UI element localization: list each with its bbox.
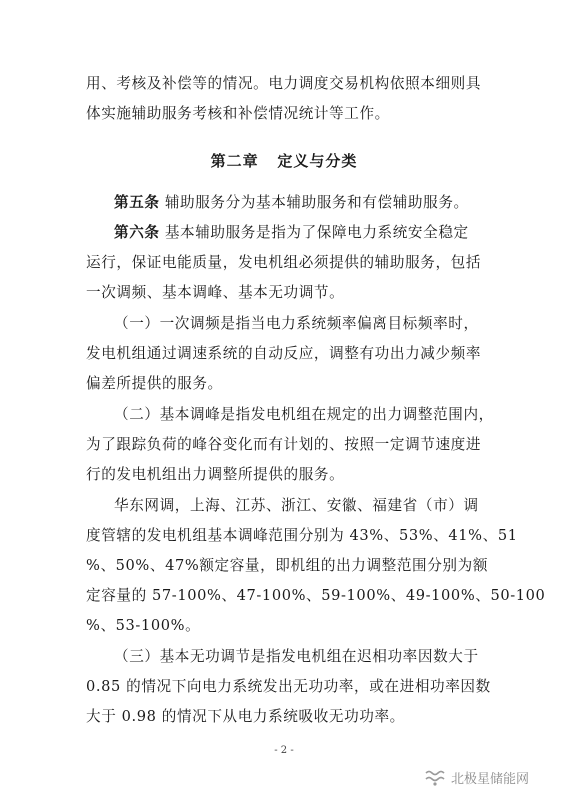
wechat-channel-icon [424,769,446,787]
east-china-line: %、53-100%。 [86,617,201,634]
article-5 [114,193,514,213]
body-line: 一次调频、基本调峰、基本无功调节。 [86,284,345,301]
watermark-text: 北极星储能网 [451,772,530,787]
body-line: 体实施辅助服务考核和补偿情况统计等工作。 [86,105,390,122]
article-6-label: 第六条 [114,224,160,241]
item-3-line: 0.85 的情况下向电力系统发出无功功率，或在进相功率因数 [86,678,491,695]
chapter-heading: 第二章 定义与分类 [210,152,358,170]
item-3-line: （三）基本无功调节是指发电机组在迟相功率因数大于 [114,648,479,665]
east-china-line: 度管辖的发电机组基本调峰范围分别为 43%、53%、41%、51 [86,527,518,544]
item-2-line: 为了跟踪负荷的峰谷变化而有计划的、按照一定调节速度进 [86,436,482,453]
east-china-line: 定容量的 57-100%、47-100%、59-100%、49-100%、50-100 [86,587,546,604]
page-number: - 2 - [274,745,294,756]
article-6-text: 基本辅助服务是指为了保障电力系统安全稳定 [159,224,469,241]
body-line: 运行，保证电能质量，发电机组必须提供的辅助服务，包括 [86,254,482,271]
article-5-label: 第五条 [114,194,160,211]
article-5-text: 辅助服务分为基本辅助服务和有偿辅助服务。 [159,194,469,211]
watermark [424,768,529,787]
body-line: 用、考核及补偿等的情况。电力调度交易机构依照本细则具 [86,75,482,92]
east-china-line: %、50%、47%额定容量，即机组的出力调整范围分别为额 [86,557,489,574]
item-2-line: 行的发电机组出力调整所提供的服务。 [86,466,345,483]
item-3-line: 大于 0.98 的情况下从电力系统吸收无功功率。 [86,708,405,725]
item-1-line: 发电机组通过调速系统的自动反应，调整有功出力减少频率 [86,345,482,362]
item-1-line: （一）一次调频是指当电力系统频率偏离目标频率时， [114,315,479,332]
article-6 [114,223,514,243]
east-china-line: 华东网调，上海、江苏、浙江、安徽、福建省（市）调 [114,497,479,514]
item-2-line: （二）基本调峰是指发电机组在规定的出力调整范围内， [114,406,494,423]
item-1-line: 偏差所提供的服务。 [86,375,223,392]
